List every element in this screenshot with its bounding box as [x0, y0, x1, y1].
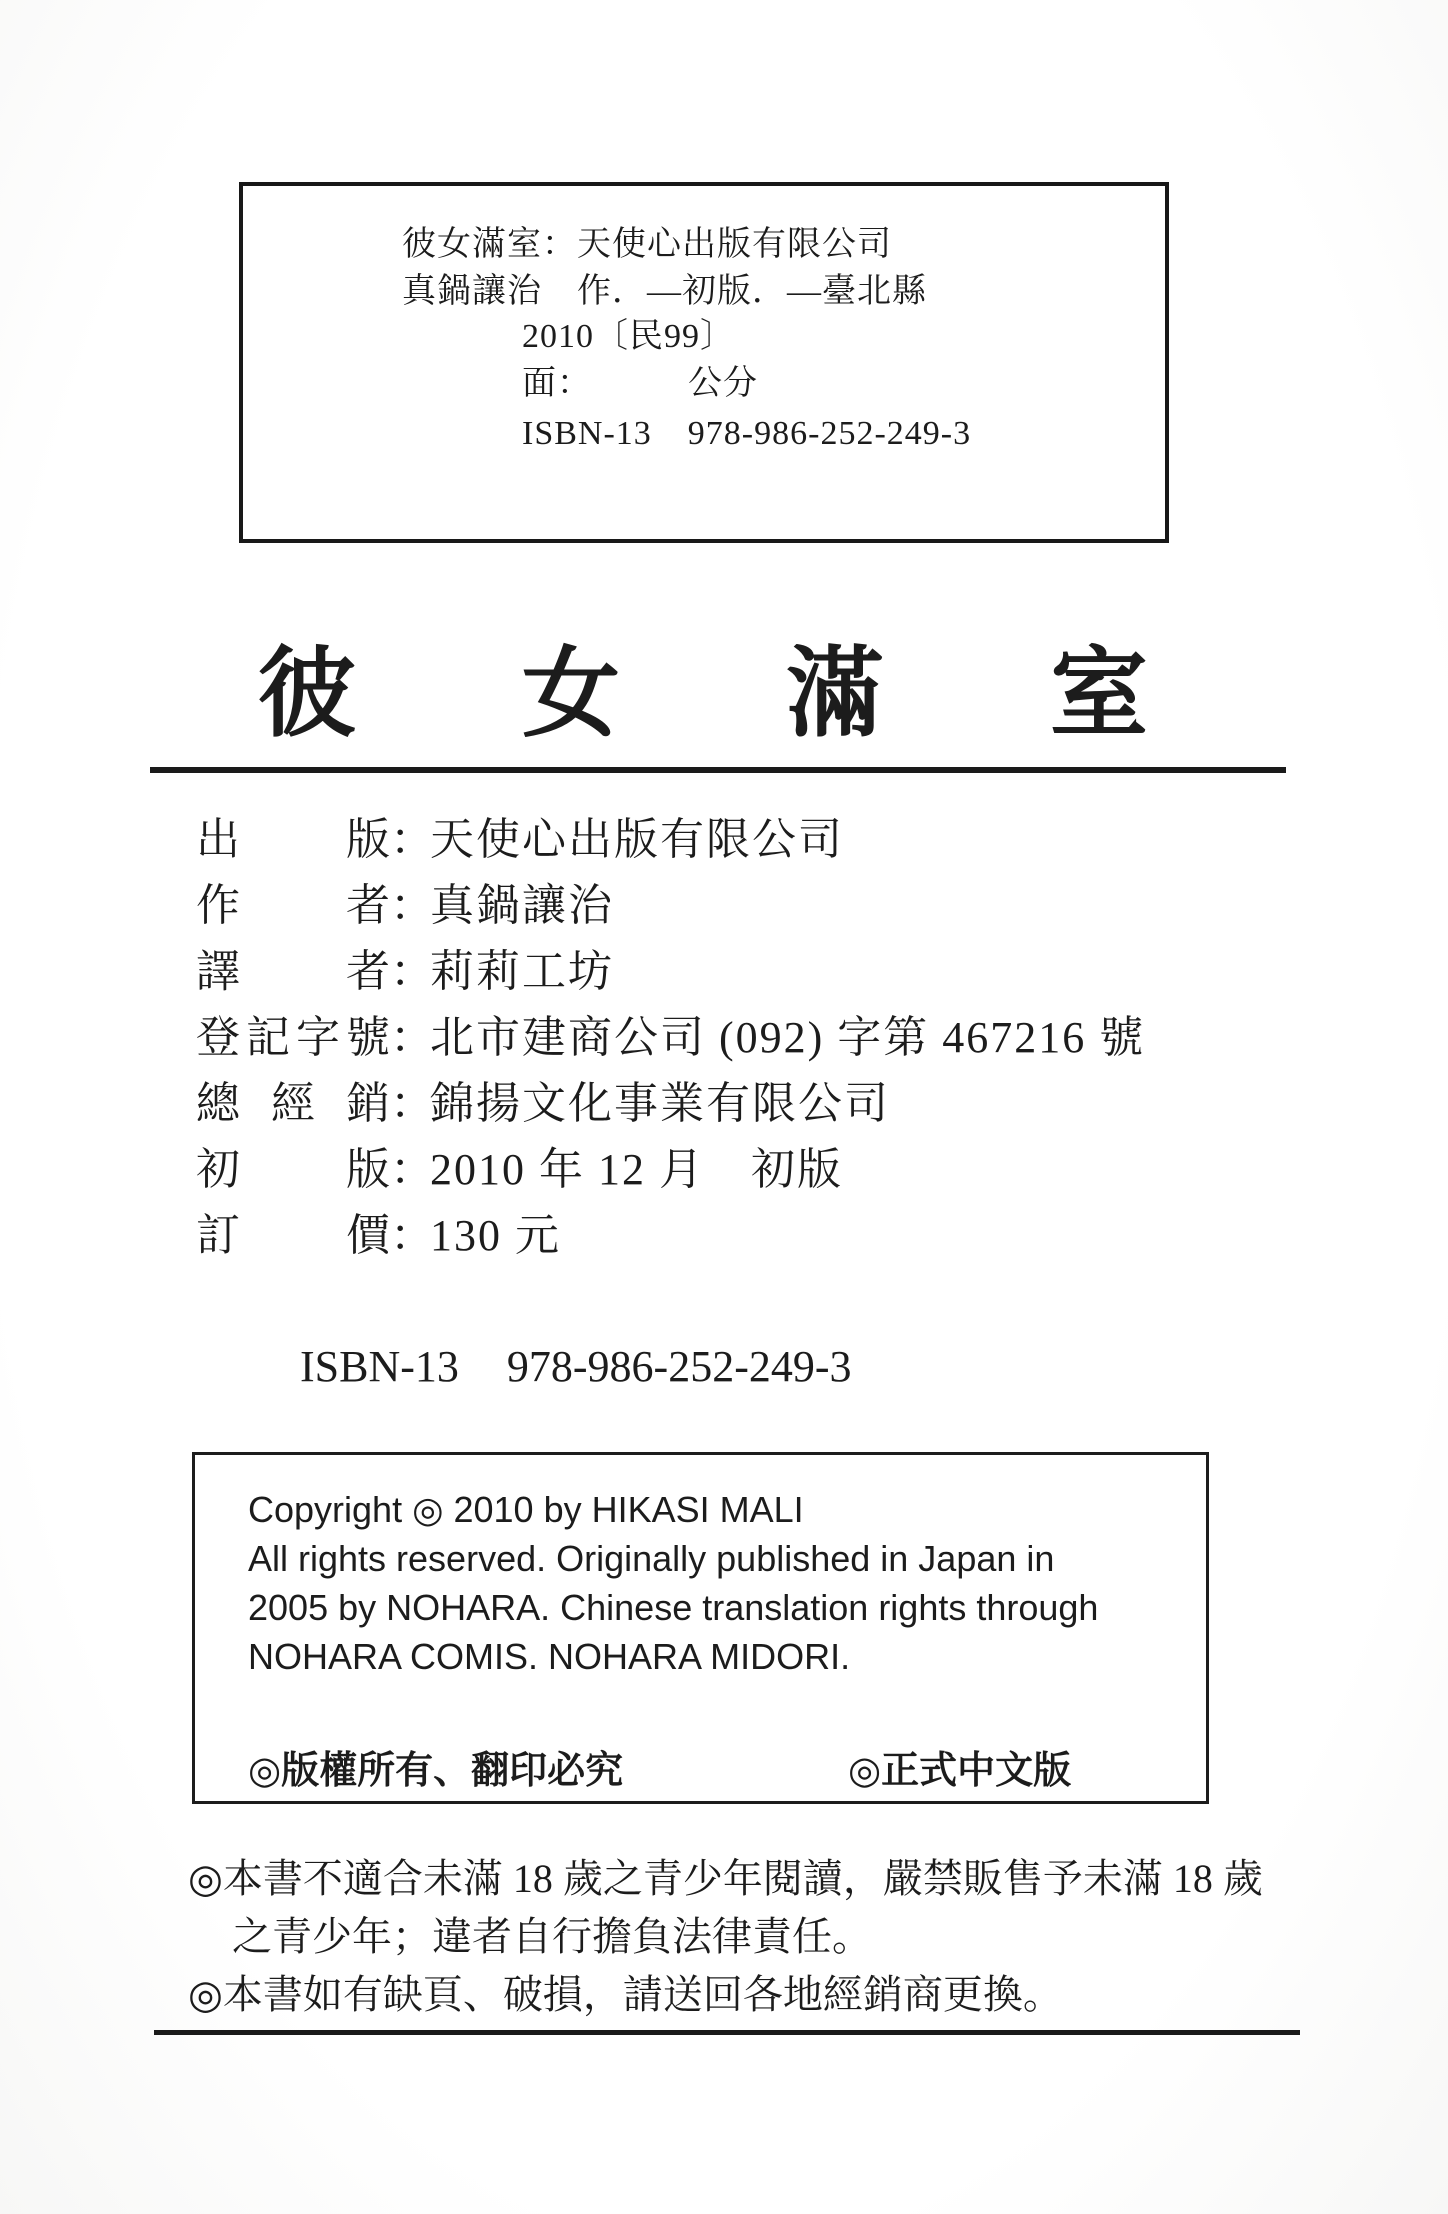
pub-label: [196, 1001, 390, 1065]
pub-value: 莉莉工坊: [430, 947, 614, 996]
pub-label-char: 登: [196, 1013, 240, 1062]
cip-line-year: 2010〔民99〕: [522, 318, 735, 355]
title-divider-rule: [150, 767, 1286, 773]
book-title-char: 滿: [785, 641, 884, 749]
cip-isbn-label: ISBN-13: [522, 415, 652, 452]
copyright-box: [192, 1452, 1209, 1804]
cip-line-author: 真鍋讓治 作．—初版．—臺北縣: [402, 273, 927, 310]
book-title-char: 室: [1049, 641, 1148, 749]
book-title-char: 彼: [258, 641, 357, 749]
pub-colon: ：: [390, 947, 434, 996]
pub-label: [196, 1133, 390, 1197]
rights-reserved-notice: ◎版權所有、翻印必究: [248, 1750, 624, 1792]
copyright-line: Copyright ◎ 2010 by HIKASI MALI: [248, 1489, 804, 1530]
disclaimer: [188, 1850, 1263, 2024]
pub-label: [196, 803, 390, 867]
pub-label-char: 作: [196, 881, 240, 930]
book-title-char: 女: [521, 641, 620, 749]
pub-value: 天使心出版有限公司: [430, 815, 844, 864]
pub-label-char: 字: [296, 1013, 340, 1062]
pub-row-price: [196, 1198, 1145, 1264]
pub-colon: ：: [390, 1211, 434, 1260]
pub-value: 130 元: [430, 1211, 561, 1260]
pub-label-char: 銷: [346, 1079, 390, 1128]
copyright-line: NOHARA COMIS. NOHARA MIDORI.: [248, 1636, 851, 1677]
pub-row-translator: [196, 934, 1145, 1000]
pub-row-registration: [196, 1000, 1145, 1066]
pub-label-char: 出: [196, 815, 240, 864]
pub-value: 北市建商公司 (092) 字第 467216 號: [430, 1013, 1146, 1062]
pub-label-char: 總: [196, 1079, 240, 1128]
pub-label: [196, 935, 390, 999]
isbn-number: 978-986-252-249-3: [506, 1342, 852, 1391]
pub-label: [196, 1199, 390, 1263]
pub-row-author: [196, 868, 1145, 934]
cip-box: [239, 182, 1169, 543]
pub-label-char: 版: [346, 815, 390, 864]
pub-colon: ：: [390, 1145, 434, 1194]
cip-line-title: 彼女滿室：天使心出版有限公司: [402, 226, 892, 263]
pub-label-char: 價: [346, 1211, 390, 1260]
cip-format-value: 公分: [688, 365, 758, 402]
pub-label-char: 譯: [196, 947, 240, 996]
pub-row-edition: [196, 1132, 1145, 1198]
pub-colon: ：: [390, 881, 434, 930]
pub-colon: ：: [390, 1079, 434, 1128]
copyright-line: 2005 by NOHARA. Chinese translation rights through: [248, 1587, 1099, 1628]
official-chinese-edition-notice: ◎正式中文版: [848, 1750, 1072, 1792]
pub-label-char: 號: [346, 1013, 390, 1062]
pub-label: [196, 869, 390, 933]
disclaimer-line: ◎本書不適合未滿 18 歲之青少年閱讀，嚴禁販售予未滿 18 歲: [188, 1856, 1263, 1901]
pub-label-char: 者: [346, 881, 390, 930]
pub-label-char: 版: [346, 1145, 390, 1194]
cip-line-format: [522, 367, 758, 401]
disclaimer-line: ◎本書如有缺頁、破損，請送回各地經銷商更換。: [188, 1972, 1063, 2017]
disclaimer-line: 之青少年；違者自行擔負法律責任。: [232, 1914, 872, 1959]
pub-label: [196, 1067, 390, 1131]
book-title: [258, 641, 1148, 749]
pub-colon: ：: [390, 815, 434, 864]
copyright-line: All rights reserved. Originally published in Japan in: [248, 1538, 1055, 1579]
pub-label-char: 初: [196, 1145, 240, 1194]
cip-line-isbn: [522, 417, 971, 451]
copyright-english-text: [248, 1485, 1098, 1681]
pub-row-distributor: [196, 1066, 1145, 1132]
bottom-rule: [154, 2030, 1300, 2035]
pub-label-char: 訂: [196, 1211, 240, 1260]
publication-info: [196, 802, 1145, 1264]
pub-colon: ：: [390, 1013, 434, 1062]
pub-label-char: 者: [346, 947, 390, 996]
pub-value: 2010 年 12 月 初版: [430, 1145, 843, 1194]
isbn-label: ISBN-13: [300, 1342, 459, 1391]
pub-label-char: 記: [246, 1013, 290, 1062]
pub-value: 錦揚文化事業有限公司: [430, 1079, 890, 1128]
isbn-line: [300, 1341, 852, 1392]
pub-row-publisher: [196, 802, 1145, 868]
pub-value: 真鍋讓治: [430, 881, 614, 930]
cip-isbn-value: 978-986-252-249-3: [687, 415, 972, 452]
cip-format-label: 面：: [522, 365, 592, 402]
pub-label-char: 經: [271, 1079, 315, 1128]
